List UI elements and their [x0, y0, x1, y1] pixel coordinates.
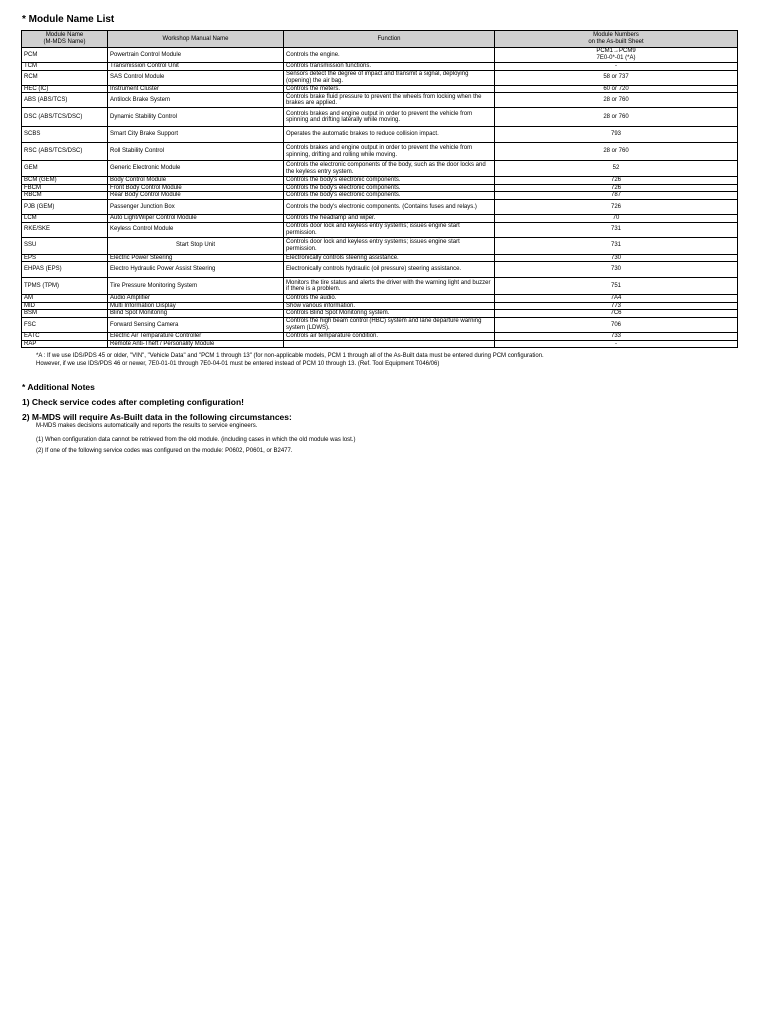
cell-function: Controls brakes and engine output in order to prevent the vehicle from spinning, drifting and rolling while moving.: [284, 143, 495, 161]
cell-function: Operates the automatic brakes to reduce collision impact.: [284, 127, 495, 143]
cell-module-number: 52: [495, 161, 738, 177]
cell-function: Controls the headlamp and wiper.: [284, 214, 495, 222]
footnote-line-2: However, if we use IDS/PDS 46 or newer, 7E0-01-01 through 7E0-04-01 must be entered instead of PCM 10 through 13. (Ref. Tool Equipment T046/06): [36, 360, 440, 367]
cell-function: Controls the body's electronic components.: [284, 192, 495, 200]
cell-module-number: 733: [495, 332, 738, 340]
cell-module-name: LCM: [22, 214, 108, 222]
cell-function: Controls the meters.: [284, 85, 495, 93]
cell-workshop-manual-name: Electric Power Steering: [108, 254, 284, 262]
cell-function: Controls the body's electronic components.: [284, 177, 495, 185]
header-workshop-manual-name: Workshop Manual Name: [108, 31, 284, 48]
cell-module-name: SSU: [22, 237, 108, 254]
cell-module-number: 706: [495, 317, 738, 332]
cell-module-name: RKE/SKE: [22, 222, 108, 237]
table-row: [22, 127, 738, 143]
cell-module-number: 7A4: [495, 295, 738, 303]
note-case-1: (1) When configuration data cannot be retrieved from the old module. (including cases in which the old module was lost.): [36, 437, 356, 443]
cell-workshop-manual-name: Passenger Junction Box: [108, 199, 284, 214]
cell-function: [284, 340, 495, 348]
cell-function: Controls the body's electronic components.: [284, 184, 495, 192]
cell-module-name: DSC (ABS/TCS/DSC): [22, 108, 108, 127]
cell-workshop-manual-name: Tire Pressure Monitoring System: [108, 278, 284, 295]
table-row: [22, 278, 738, 295]
cell-module-number: 70: [495, 214, 738, 222]
table-row: [22, 254, 738, 262]
cell-module-name: AM: [22, 295, 108, 303]
table-row: [22, 262, 738, 278]
cell-function: Controls the body's electronic components. (Contains fuses and relays.): [284, 199, 495, 214]
cell-module-name: GEM: [22, 161, 108, 177]
table-row: [22, 85, 738, 93]
page-title: * Module Name List: [22, 14, 115, 25]
cell-module-number: 731: [495, 222, 738, 237]
cell-function: Controls air temparature condition.: [284, 332, 495, 340]
cell-module-number: 58 or 737: [495, 70, 738, 85]
cell-module-number: 787: [495, 192, 738, 200]
cell-workshop-manual-name: Remote Anti-Theft / Personality Module: [108, 340, 284, 348]
cell-function: Controls the audio.: [284, 295, 495, 303]
cell-workshop-manual-name: Keyless Control Module: [108, 222, 284, 237]
module-name-table: [21, 30, 738, 348]
cell-module-name: RAP: [22, 340, 108, 348]
header-function: Function: [284, 31, 495, 48]
cell-function: Controls door lock and keyless entry systems; issues engine start permission.: [284, 237, 495, 254]
note-item-1: 1) Check service codes after completing configuration!: [22, 397, 245, 407]
cell-module-name: EPS: [22, 254, 108, 262]
cell-module-name: MID: [22, 302, 108, 310]
cell-function: Monitors the tire status and alerts the driver with the warning light and buzzer if there is a problem.: [284, 278, 495, 295]
cell-module-number: 28 or 760: [495, 108, 738, 127]
cell-workshop-manual-name: Blind Spot Monitoring: [108, 310, 284, 318]
table-row: [22, 302, 738, 310]
cell-function: Controls door lock and keyless entry systems; issues engine start permission.: [284, 222, 495, 237]
cell-workshop-manual-name: Rear Body Control Module: [108, 192, 284, 200]
module-rows: [22, 48, 738, 348]
header-module-numbers: Module Numbers on the As-built Sheet: [495, 31, 738, 48]
table-row: [22, 143, 738, 161]
cell-workshop-manual-name: Audio Amplifier: [108, 295, 284, 303]
table-row: [22, 295, 738, 303]
cell-module-number: 730: [495, 254, 738, 262]
cell-workshop-manual-name: Powertrain Control Module: [108, 48, 284, 63]
cell-workshop-manual-name: Body Control Module: [108, 177, 284, 185]
cell-module-name: HEC (IC): [22, 85, 108, 93]
table-row: [22, 70, 738, 85]
cell-workshop-manual-name: Roll Stability Control: [108, 143, 284, 161]
cell-module-number: -: [495, 63, 738, 71]
table-row: [22, 199, 738, 214]
table-row: [22, 237, 738, 254]
table-header-row: [22, 31, 738, 48]
cell-module-name: EATC: [22, 332, 108, 340]
table-row: [22, 192, 738, 200]
footnote: [36, 353, 544, 368]
cell-function: Show various information.: [284, 302, 495, 310]
cell-workshop-manual-name: Electro Hydraulic Power Assist Steering: [108, 262, 284, 278]
cell-function: Sensors detect the degree of impact and transmit a signal, deploying (opening) the air bag.: [284, 70, 495, 85]
table-row: [22, 63, 738, 71]
cell-module-name: FSC: [22, 317, 108, 332]
cell-module-name: EHPAS (EPS): [22, 262, 108, 278]
table-row: [22, 184, 738, 192]
cell-module-number: 7C6: [495, 310, 738, 318]
cell-workshop-manual-name: Forward Sensing Camera: [108, 317, 284, 332]
cell-workshop-manual-name: Antilock Brake System: [108, 93, 284, 108]
table-row: [22, 177, 738, 185]
table-row: [22, 310, 738, 318]
cell-workshop-manual-name: SAS Control Module: [108, 70, 284, 85]
cell-module-number: 793: [495, 127, 738, 143]
cell-module-number: -: [495, 340, 738, 348]
header-module-name: Module Name (M-MDS Name): [22, 31, 108, 48]
cell-workshop-manual-name: Auto Light/Wiper Control Module: [108, 214, 284, 222]
cell-module-name: FBCM: [22, 184, 108, 192]
cell-module-number: 60 or 720: [495, 85, 738, 93]
cell-module-number: 28 or 760: [495, 143, 738, 161]
cell-function: Controls the high beam control (HBC) system and lane departure warning system (LDWS).: [284, 317, 495, 332]
note-case-2: (2) If one of the following service codes was configured on the module: P0602, P0601, or B2477.: [36, 448, 293, 454]
cell-workshop-manual-name: Smart City Brake Support: [108, 127, 284, 143]
cell-workshop-manual-name: Dynamic Stability Control: [108, 108, 284, 127]
cell-workshop-manual-name: Multi Information Display: [108, 302, 284, 310]
table-row: [22, 317, 738, 332]
cell-module-name: RBCM: [22, 192, 108, 200]
cell-module-name: SCBS: [22, 127, 108, 143]
cell-module-number: 726: [495, 199, 738, 214]
cell-module-number: 726: [495, 177, 738, 185]
cell-module-name: ABS (ABS/TCS): [22, 93, 108, 108]
table-row: [22, 93, 738, 108]
cell-function: Controls the electronic components of the body, such as the door locks and the keyless entry system.: [284, 161, 495, 177]
cell-module-number: 726: [495, 184, 738, 192]
table-row: [22, 222, 738, 237]
cell-module-name: RSC (ABS/TCS/DSC): [22, 143, 108, 161]
cell-module-name: BSM: [22, 310, 108, 318]
footnote-line-1: *A : If we use IDS/PDS 45 or older, "VIN", "Vehicle Data" and "PCM 1 through 13" (for non-applicable models, PCM 1 through all of the As-Built data must be entered during PCM configuration.: [36, 353, 544, 359]
cell-module-number: 730: [495, 262, 738, 278]
table-row: [22, 332, 738, 340]
cell-function: Electronically controls steering assistance.: [284, 254, 495, 262]
cell-workshop-manual-name: Transmission Control Unit: [108, 63, 284, 71]
additional-notes-title: * Additional Notes: [22, 382, 95, 392]
cell-workshop-manual-name: Front Body Control Module: [108, 184, 284, 192]
cell-function: Controls Blind Spot Monitoring system.: [284, 310, 495, 318]
cell-module-number: 773: [495, 302, 738, 310]
note-item-2: 2) M-MDS will require As-Built data in the following circumstances:: [22, 412, 292, 422]
cell-workshop-manual-name: Generic Electronic Module: [108, 161, 284, 177]
cell-function: Controls brakes and engine output in order to prevent the vehicle from spinning and drifting laterally while moving.: [284, 108, 495, 127]
cell-module-name: TCM: [22, 63, 108, 71]
cell-module-name: BCM (GEM): [22, 177, 108, 185]
note-body-text: M-MDS makes decisions automatically and reports the results to service engineers.: [36, 423, 258, 429]
cell-module-name: RCM: [22, 70, 108, 85]
cell-function: Controls transmission functions.: [284, 63, 495, 71]
cell-module-number: 731: [495, 237, 738, 254]
table-row: [22, 108, 738, 127]
cell-module-name: TPMS (TPM): [22, 278, 108, 295]
cell-module-number: PCM1→PCM9 7E0-0*-01 (*A): [495, 48, 738, 63]
cell-module-name: PCM: [22, 48, 108, 63]
cell-function: Controls the engine.: [284, 48, 495, 63]
cell-module-number: 751: [495, 278, 738, 295]
cell-workshop-manual-name: Electric Air Temparature Controller: [108, 332, 284, 340]
cell-function: Controls brake fluid pressure to prevent the wheels from locking when the brakes are applied.: [284, 93, 495, 108]
table-row: [22, 214, 738, 222]
table-row: [22, 340, 738, 348]
cell-module-name: PJB (GEM): [22, 199, 108, 214]
cell-workshop-manual-name: Instrument Cluster: [108, 85, 284, 93]
table-row: [22, 48, 738, 63]
cell-function: Electronically controls hydraulic (oil pressure) steering assistance.: [284, 262, 495, 278]
cell-workshop-manual-name: Start Stop Unit: [108, 237, 284, 254]
table-row: [22, 161, 738, 177]
cell-module-number: 28 or 760: [495, 93, 738, 108]
